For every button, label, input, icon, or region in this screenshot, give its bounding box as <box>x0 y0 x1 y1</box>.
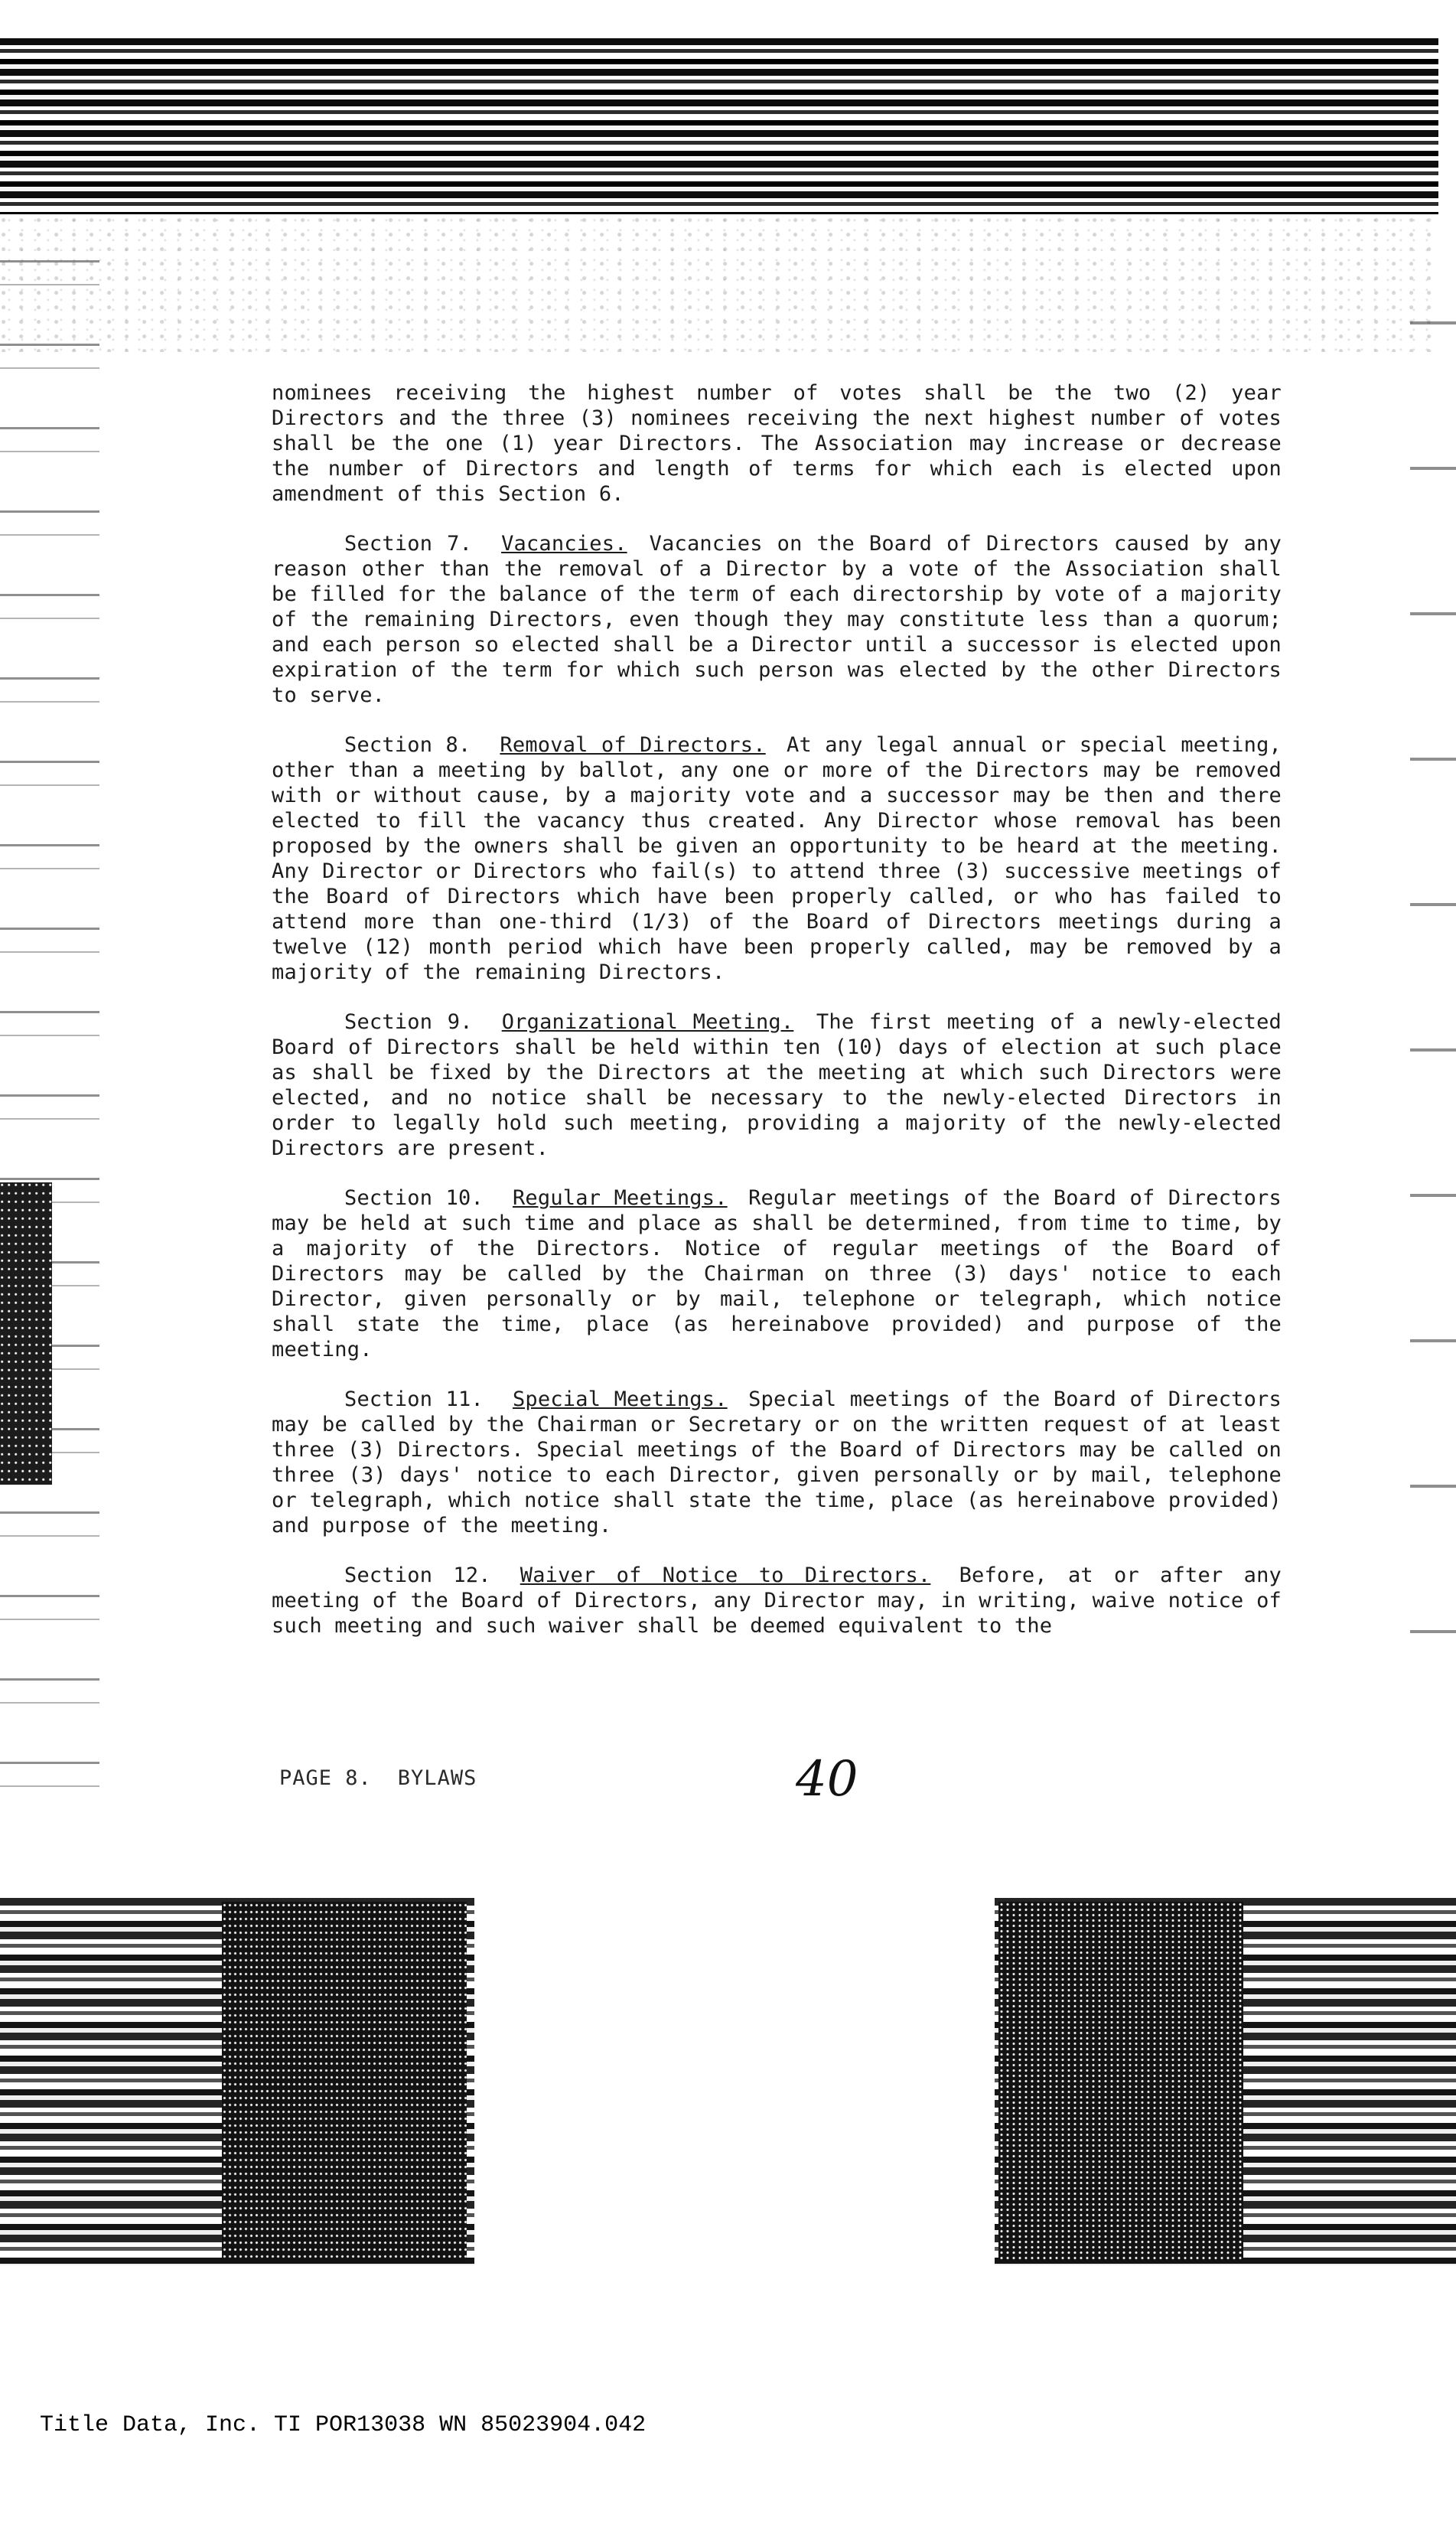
paragraph-text: Special meetings of the Board of Directors may be called by the Chairman or Secretary or on the written request of at least three (3) Directors. Special meetings of the Board of Directors may be called on three (3) days' notice to each Director, given personally or by mail, telephone or telegraph, which notice shall state the time, place (as hereinabove provided) and purpose of the meeting. <box>272 1387 1282 1537</box>
paragraph-text: Vacancies on the Board of Directors caused by any reason other than the removal of a Director by a vote of the Association shall be filled for the balance of the term of each directorship by vote of a majority of the remaining Directors, even though they may constitute less than a quorum; and each person so elected shall be a Director until a successor is elected upon expiration of the term for which such person was elected by the other Directors to serve. <box>272 532 1282 707</box>
section-number: Section 11. <box>344 1387 484 1411</box>
scan-artifact-bottom-left-block <box>222 1902 467 2261</box>
paragraph-section-7 <box>272 531 1282 708</box>
section-heading: Removal of Directors. <box>500 733 766 757</box>
page-label: PAGE 8. <box>279 1766 372 1790</box>
section-number: Section 12. <box>344 1563 491 1587</box>
section-heading: Regular Meetings. <box>512 1186 728 1210</box>
paragraph-text: The first meeting of a newly-elected Board of Directors shall be held within ten (10) days of election at such place as shall be fixed by the Directors at the meeting at which such Directors were elected, and no notice shall be necessary to the newly-elected Directors in order to legally hold such meeting, providing a majority of the newly-elected Directors are present. <box>272 1010 1282 1160</box>
scan-artifact-top <box>0 38 1438 214</box>
section-number: Section 7. <box>344 532 473 556</box>
section-number: Section 9. <box>344 1010 473 1034</box>
paragraph-text: At any legal annual or special meeting, other than a meeting by ballot, any one or more of the Directors may be removed with or without cause, by a majority vote and a successor may be then and there elected to fill the vacancy thus created. Any Director whose removal has been proposed by the owners shall be given an opportunity to be heard at the meeting. Any Director or Directors who fail(s) to attend three (3) successive meetings of the Board of Directors which have been properly called, or who has failed to attend more than one-third (1/3) of the Board of Directors meetings during a twelve (12) month period which have been properly called, may be removed by a majority of the remaining Directors. <box>272 733 1282 984</box>
section-heading: Organizational Meeting. <box>501 1010 794 1034</box>
scan-artifact-left-block <box>0 1182 52 1485</box>
paragraph-text: Regular meetings of the Board of Directors may be held at such time and place as shall be determined, from time to time, by a majority of the Directors. Notice of regular meetings of the Board of Directors may be called by the Chairman on three (3) days' notice to each Director, given personally or by mail, telephone or telegraph, which notice shall state the time, place (as hereinabove provided) and purpose of the meeting. <box>272 1186 1282 1361</box>
paragraph-section-11 <box>272 1387 1282 1538</box>
section-heading: Special Meetings. <box>512 1387 728 1411</box>
paragraph-section-12 <box>272 1563 1282 1638</box>
title-data-stamp: Title Data, Inc. TI POR13038 WN 85023904.042 <box>40 2412 647 2438</box>
paragraph-continuation <box>272 380 1282 507</box>
scan-artifact-right-margin <box>1410 230 1456 1760</box>
paragraph-section-10 <box>272 1185 1282 1362</box>
paragraph-section-8 <box>272 732 1282 985</box>
scan-artifact-left-margin <box>0 230 99 1837</box>
scan-artifact-bottom-right-block <box>998 1902 1243 2261</box>
section-heading: Vacancies. <box>501 532 627 556</box>
section-heading: Waiver of Notice to Directors. <box>520 1563 931 1587</box>
scan-artifact-bottom-gap <box>474 1898 995 2265</box>
paragraph-text: nominees receiving the highest number of votes shall be the two (2) year Directors and the three (3) nominees receiving the next highest number of votes shall be the one (1) year Directors. The Association may increase or decrease the number of Directors and length of terms for which each is elected upon amendment of this Section 6. <box>272 381 1282 506</box>
section-number: Section 8. <box>344 733 471 757</box>
bylaws-body <box>272 380 1282 1663</box>
scan-noise-top <box>0 214 1438 352</box>
paragraph-text: Before, at or after any meeting of the Board of Directors, any Director may, in writing, waive notice of such meeting and such waiver shall be deemed equivalent to the <box>272 1563 1282 1638</box>
handwritten-page-number: 40 <box>796 1751 858 1808</box>
document-label: BYLAWS <box>397 1766 477 1790</box>
section-number: Section 10. <box>344 1186 484 1210</box>
page-footer <box>279 1766 477 1790</box>
paragraph-section-9 <box>272 1009 1282 1161</box>
